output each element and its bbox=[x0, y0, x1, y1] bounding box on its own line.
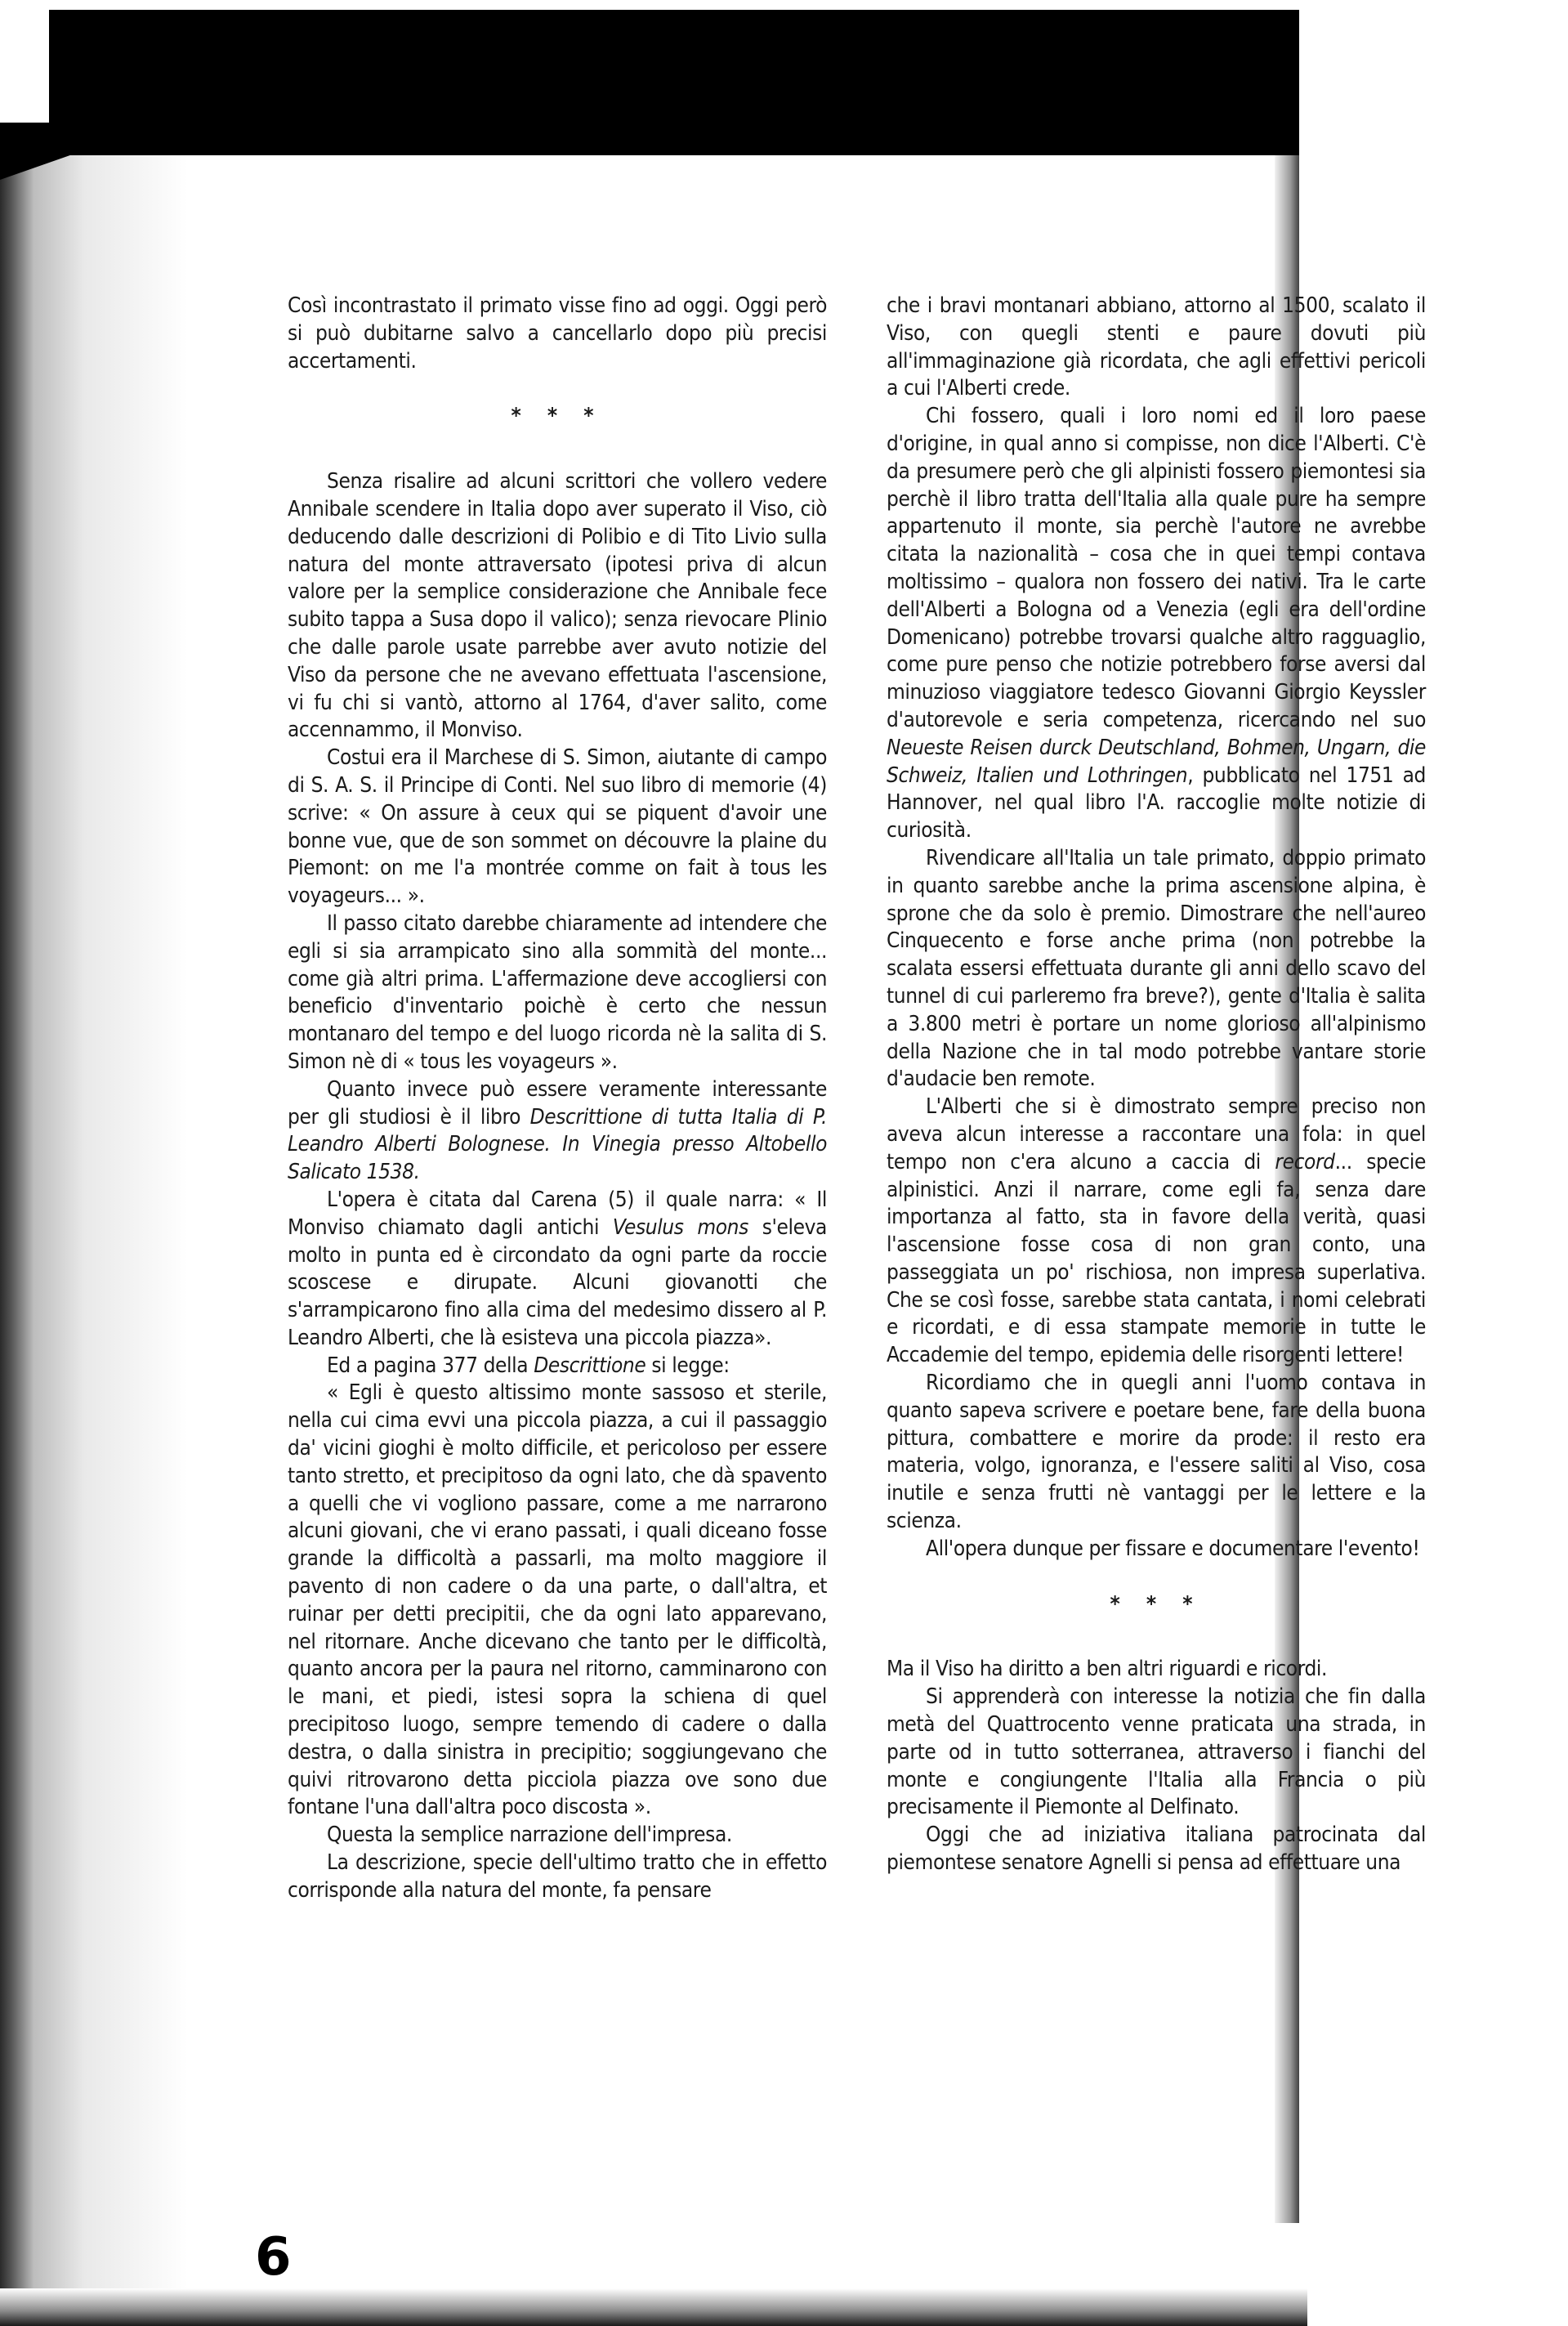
section-separator: * * * bbox=[1110, 1591, 1203, 1617]
text-run: L'opera è citata dal Carena (5) il quale narra: « Il Monviso chiamato dagli antichi bbox=[288, 1187, 827, 1240]
book-title: Neueste Reisen durck Deutschland, Bohmen, Ungarn, die Schweiz, Italien und Lothringen bbox=[887, 735, 1426, 788]
text-run: Chi fossero, quali i loro nomi ed il loro paese d'origine, in qual anno si compisse, non dice l'Alberti. C'è da presumere però che gli alpinisti fossero piemontesi sia perchè il libro tratta dell'Italia alla quale pure ha sempre appartenuto il monte, sia perchè l'autore ne avrebbe citata la nazionalità – cosa che in quei tempi contava moltissimo – qualora non fossero dei nativi. Tra le carte dell'Alberti a Bologna od a Venezia (egli era dell'ordine Domenicano) potrebbe trovarsi qualche altro ragguaglio, come pure penso che notizie potrebbero forse aversi dal minuzioso viaggiatore tedesco Giovanni Giorgio Keyssler d'autorevole e seria competenza, ricercando nel suo bbox=[887, 404, 1426, 732]
text-run: , pubblicato nel 1751 ad Hannover, nel qual libro l'A. raccoglie molte notizie di curiosità. bbox=[887, 763, 1426, 843]
paragraph: che i bravi montanari abbiano, attorno al 1500, scalato il Viso, con quegli stenti e paure dovuti più all'immaginazione già ricordata, che agli effettivi pericoli a cui l'Alberti crede. bbox=[887, 293, 1426, 401]
latin-name: Vesulus mons bbox=[612, 1214, 748, 1240]
page-number: 6 bbox=[255, 2227, 292, 2288]
paragraph: Così incontrastato il primato visse fino ad oggi. Oggi però si può dubitarne salvo a cancellarlo dopo più precisi accertamenti. bbox=[288, 293, 827, 374]
scan-binding-shadow bbox=[0, 155, 188, 2326]
paragraph: All'opera dunque per fissare e documentare l'evento! bbox=[926, 1536, 1420, 1561]
paragraph: Oggi che ad iniziativa italiana patrocinata dal piemontese senatore Agnelli si pensa ad effettuare una bbox=[887, 1823, 1426, 1876]
left-column bbox=[288, 293, 827, 1905]
paragraph bbox=[288, 1076, 827, 1187]
book-title: Descrittione bbox=[534, 1353, 646, 1378]
paragraph bbox=[887, 1094, 1426, 1370]
text-run: ... specie alpinistici. Anzi il narrare, come egli fa, senza dare importanza al fatto, sta in favore della verità, quasi l'ascensione fosse cosa di non gran conto, una passeggiata un po' rischiosa, non impresa superlativa. Che se così fosse, sarebbe stata cantata, i nomi celebrati e ricordati, e di essa stampate memorie in tutte le Accademie del tempo, epidemia delle risorgenti lettere! bbox=[887, 1149, 1426, 1368]
paragraph: Rivendicare all'Italia un tale primato, doppio primato in quanto sarebbe anche la prima ascensione alpina, è sprone che da solo è premio. Dimostrare che nell'aureo Cinquecento e forse anche prima (non potrebbe la scalata essersi effettuata durante gli anni dello scavo del tunnel di cui parleremo fra breve?), gente d'Italia è salita a 3.800 metri è portare un nome glorioso all'alpinismo della Nazione che in tal modo potrebbe vantare storie d'audacie ben remote. bbox=[887, 845, 1426, 1092]
italic-word: record bbox=[1275, 1149, 1335, 1174]
right-column bbox=[887, 293, 1426, 1877]
text-run: si legge: bbox=[646, 1353, 730, 1378]
paragraph: Ricordiamo che in quegli anni l'uomo contava in quanto sapeva scrivere e poetare bene, fare della buona pittura, combattere e morire da prode: il resto era materia, volgo, ignoranza, e l'essere saliti al Viso, cosa inutile e senza frutti nè vantaggi per le lettere e la scienza. bbox=[887, 1371, 1426, 1534]
paragraph bbox=[887, 403, 1426, 845]
scan-bottom-edge bbox=[0, 2288, 1307, 2326]
paragraph: Questa la semplice narrazione dell'impresa. bbox=[327, 1823, 732, 1848]
text-run: L'Alberti che si è dimostrato sempre preciso non aveva alcun interesse a raccontare una fola: in quel tempo non c'era alcuno a caccia di bbox=[887, 1094, 1426, 1174]
scan-black-band bbox=[49, 10, 1303, 155]
quotation: « Egli è questo altissimo monte sassoso et sterile, nella cui cima evvi una piccola piazza, a cui il passaggio da' vicini gioghi è molto difficile, et pericoloso per essere tanto stretto, et precipitoso da ogni lato, che dà spavento a quelli che vi vogliono passare, come a me narrarono alcuni giovani, che vi erano passati, i quali diceano fosse grande la difficoltà a passarli, ma molto maggiore il pavento di non cadere o da una parte, o dall'altra, et ruinar per detti precipitii, che da ogni lato apparevano, nel ritornare. Anche dicevano che tanto per le difficoltà, quanto ancora per la paura nel ritorno, camminarono con le mani, et piedi, istesi sopra la schiena di quel precipitoso luogo, sempre temendo di cadere o dalla destra, o dalla sinistra in precipitio; soggiungevano che quivi ritrovarono detta picciola piazza ove sono due fontane l'una dall'altra poco discosta ». bbox=[288, 1380, 827, 1820]
paragraph: Senza risalire ad alcuni scrittori che vollero vedere Annibale scendere in Italia dopo aver superato il Viso, ciò deducendo dalle descrizioni di Polibio e di Tito Livio sulla natura del monte attraversato (ipotesi priva di alcun valore per la semplice considerazione che Annibale fece subito tappa a Susa dopo il valico); senza rievocare Plinio che dalle parole usate parrebbe aver avuto notizie del Viso da persone che ne avevano effettuata l'ascensione, vi fu chi si vantò, attorno al 1764, d'aver salito, come accennammo, il Monviso. bbox=[288, 469, 827, 743]
paragraph: Si apprenderà con interesse la notizia che fin dalla metà del Quattrocento venne praticata una strada, in parte od in tutto sotterranea, attraverso i fianchi del monte e congiungente l'Italia alla Francia o più precisamente il Piemonte al Delfinato. bbox=[887, 1684, 1426, 1820]
text-run: Quanto invece può essere veramente interessante per gli studiosi è il libro bbox=[288, 1076, 827, 1129]
paragraph: Il passo citato darebbe chiaramente ad intendere che egli si sia arrampicato sino alla sommità del monte... come già altri prima. L'affermazione deve accogliersi con beneficio d'inventario poichè è certo che nessun montanaro del tempo e del luogo ricorda nè la salita di S. Simon nè di « tous les voyageurs ». bbox=[288, 910, 827, 1074]
paragraph: La descrizione, specie dell'ultimo tratto che in effetto corrisponde alla natura del monte, fa pensare bbox=[288, 1850, 827, 1903]
paragraph: Costui era il Marchese di S. Simon, aiutante di campo di S. A. S. il Principe di Conti. Nel suo libro di memorie (4) scrive: « On assure à ceux qui se piquent d'avoir une bonne vue, que de son sommet on découvre la plaine du Piemont: on me l'a montrée comme on fait à tous les voyageurs... ». bbox=[288, 745, 827, 909]
book-title: Descrittione di tutta Italia di P. Leandro Alberti Bolognese. In Vinegia presso Altobello Salicato 1538. bbox=[288, 1104, 828, 1185]
paragraph: Ma il Viso ha diritto a ben altri riguardi e ricordi. bbox=[887, 1657, 1328, 1682]
text-run: s'eleva molto in punta ed è circondato da ogni parte da roccie scoscese e dirupate. Alcuni giovanotti che s'arrampicarono fino alla cima del medesimo dissero al P. Leandro Alberti, che là esisteva una piccola piazza». bbox=[288, 1214, 827, 1350]
paragraph bbox=[288, 1187, 827, 1353]
paragraph bbox=[288, 1353, 827, 1380]
section-separator: * * * bbox=[511, 404, 604, 429]
text-run: Ed a pagina 377 della bbox=[327, 1353, 534, 1378]
